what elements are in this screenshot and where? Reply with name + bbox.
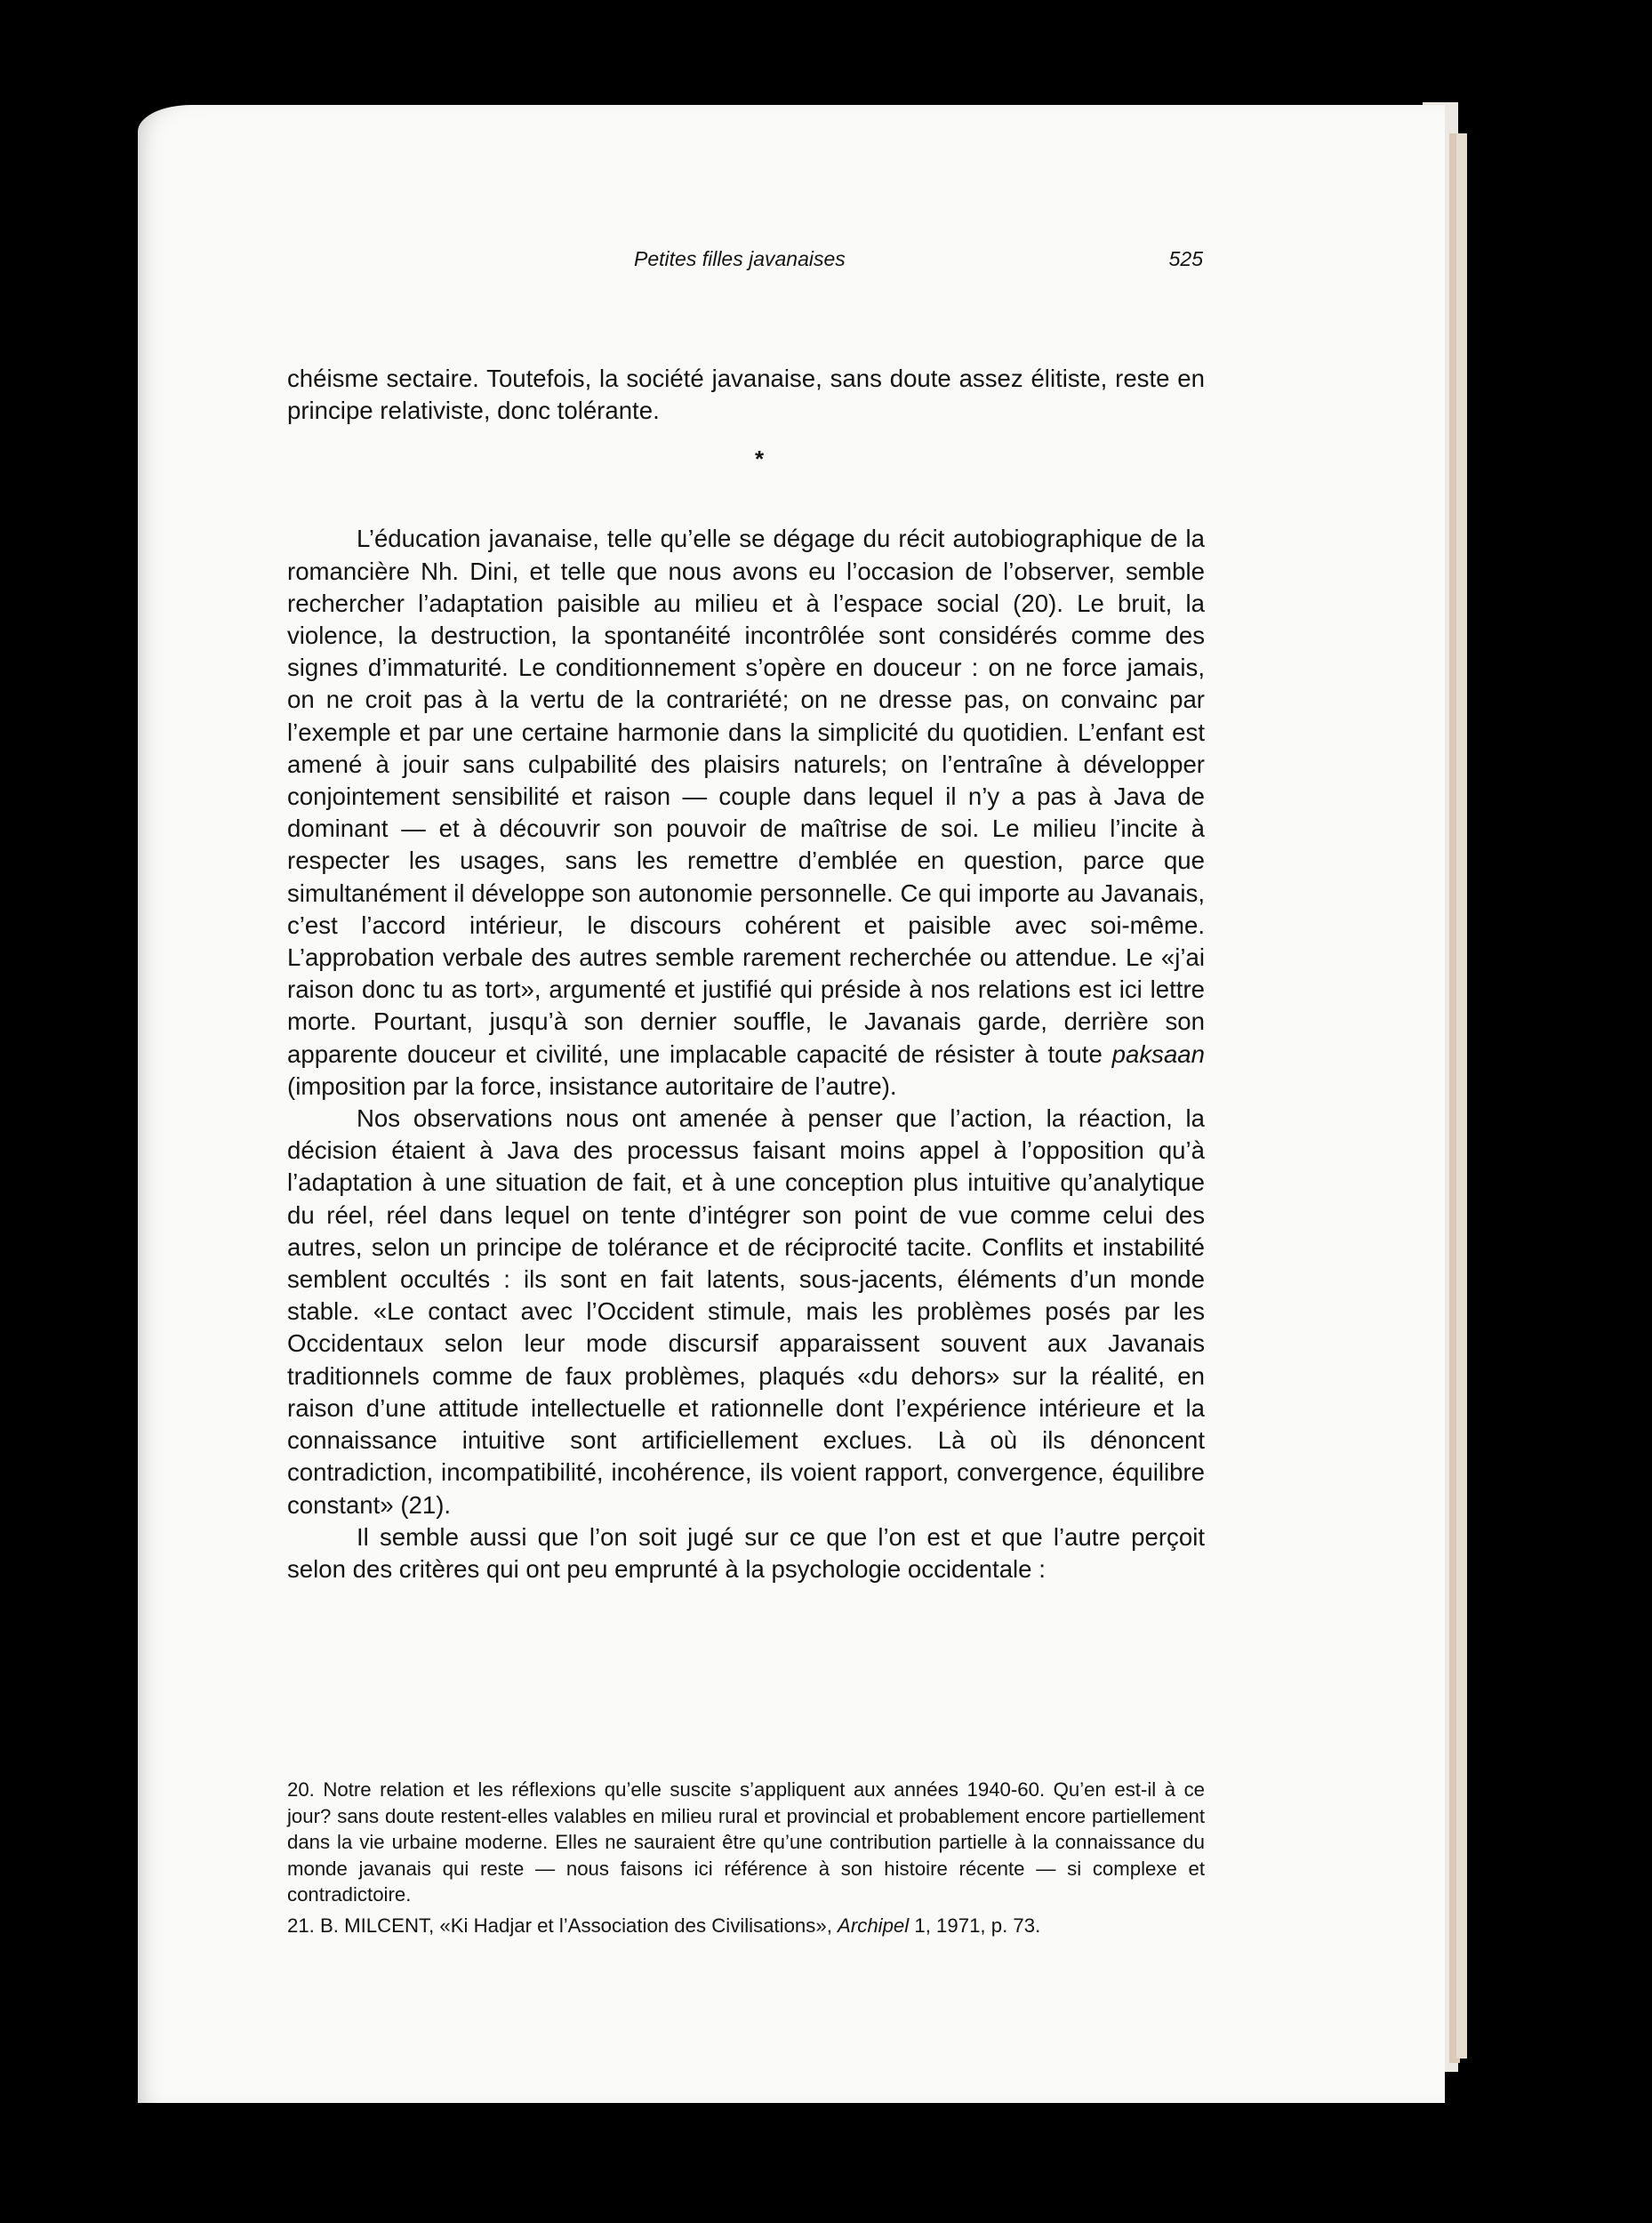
footnotes bbox=[287, 1777, 1205, 1938]
page-stack-edge-inner bbox=[1456, 133, 1467, 2058]
term-paksaan: paksaan bbox=[1111, 1039, 1205, 1068]
journal-title: Archipel bbox=[838, 1914, 910, 1937]
body-text bbox=[287, 363, 1205, 1585]
paragraph-continuation: chéisme sectaire. Toutefois, la société javanaise, sans doute assez élitiste, reste en principe relativiste, donc tolérante. bbox=[287, 365, 1205, 425]
paragraph-judgement: Il semble aussi que l’on soit jugé sur ce que l’on est et que l’autre perçoit selon des critères qui ont peu emprunté à la psychologie occidentale : bbox=[287, 1522, 1205, 1583]
running-header bbox=[287, 247, 1205, 283]
running-title: Petites filles javanaises bbox=[634, 247, 846, 270]
paragraph-education: L’éducation javanaise, telle qu’elle se dégage du récit autobiographique de la romancière Nh. Dini, et telle que nous avons eu l’occasion de l’observer, semble rechercher l’adaptation paisible au milieu et à l’espace social (20). Le bruit, la violence, la destruction, la spontanéité incontrôlée sont considérés comme des signes d’immaturité. Le conditionnement s’opère en douceur : on ne force jamais, on ne croit pas à la vertu de la contrariété; on ne dresse pas, on convainc par l’exemple et par une certaine harmonie dans la simplicité du quotidien. L’enfant est amené à jouir sans culpabilité des plaisirs naturels; on l’entraîne à développer conjointement sensibilité et raison — couple dans lequel il n’y a pas à Java de dominant — et à découvrir son pouvoir de maîtrise de soi. Le milieu l’incite à respecter les usages, sans les remettre d’emblée en question, parce que simultanément il développe son autonomie personnelle. Ce qui importe au Javanais, c’est l’accord intérieur, le discours cohérent et paisible avec soi-même. L’approbation verbale des autres semble rarement recherchée ou attendue. Le «j’ai raison donc tu as tort», argumenté et justifié qui préside à nos relations est ici lettre morte. Pourtant, jusqu’à son dernier souffle, le Javanais garde, derrière son apparente douceur et civilité, une implacable capacité de résister à toute paksaan (imposition par la force, insistance autoritaire de l’autre). bbox=[287, 525, 1205, 1100]
footnote-21: 21. B. MILCENT, «Ki Hadjar et l’Association des Civilisations», Archipel 1, 1971, p. 73. bbox=[287, 1914, 1041, 1937]
paragraph-observations: Nos observations nous ont amenée à penser que l’action, la réaction, la décision étaient à Java des processus faisant moins appel à l’opposition qu’à l’adaptation à une situation de fait, et à une conception plus intuitive qu’analytique du réel, réel dans lequel on tente d’intégrer son point de vue comme celui des autres, selon un principe de tolérance et de réciprocité tacite. Conflits et instabilité semblent occultés : ils sont en fait latents, sous-jacents, éléments d’un monde stable. «Le contact avec l’Occident stimule, mais les problèmes posés par les Occidentaux selon leur mode discursif apparaissent souvent aux Javanais traditionnels comme de faux problèmes, plaqués «du dehors» sur la réalité, en raison d’une attitude intellectuelle et rationnelle dont l’expérience intérieure et la connaissance intuitive sont artificiellement exclues. Là où ils dénoncent contradiction, incompatibilité, incohérence, ils voient rapport, convergence, équilibre constant» (21). bbox=[287, 1104, 1205, 1519]
footnote-20: 20. Notre relation et les réflexions qu’elle suscite s’appliquent aux années 1940-60. Qu’en est-il à ce jour? sans doute restent-elles valables en milieu rural et provincial et probablement encore partiellement dans la vie urbaine moderne. Elles ne sauraient être qu’une contribution partielle à la connaissance du monde javanais qui reste — nous faisons ici référence à son histoire récente — si complexe et contradictoire. bbox=[287, 1778, 1205, 1906]
book-page bbox=[138, 105, 1445, 2103]
section-separator: * bbox=[754, 445, 765, 473]
page-number: 525 bbox=[1168, 247, 1203, 270]
